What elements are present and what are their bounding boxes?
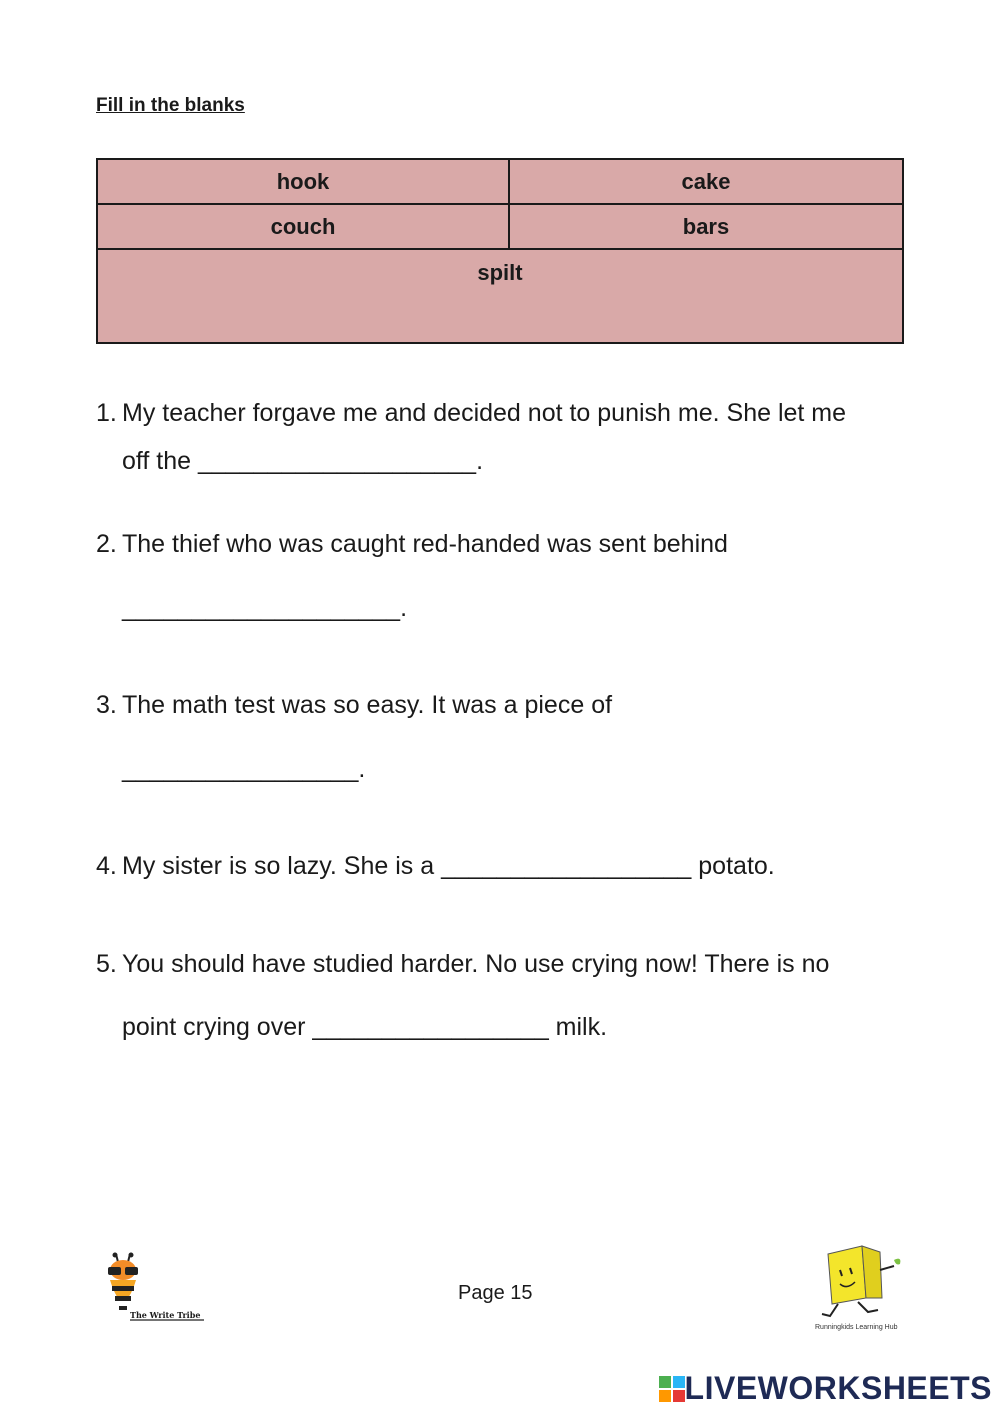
question-number: 5. (96, 950, 117, 978)
question-number: 1. (96, 399, 117, 427)
word-spilt: spilt (97, 249, 903, 343)
question-number: 4. (96, 852, 117, 880)
worksheet-heading: Fill in the blanks (96, 95, 245, 116)
question-text[interactable]: My sister is so lazy. She is a __________________ potato. (122, 852, 775, 880)
question-1 (96, 398, 916, 475)
question-2-answer-line[interactable]: ____________________. (122, 594, 408, 622)
left-logo-text: The Write Tribe (130, 1310, 201, 1320)
question-3 (96, 690, 916, 783)
question-text: The thief who was caught red-handed was sent behind (122, 530, 728, 558)
question-2 (96, 529, 916, 622)
word-hook: hook (97, 159, 509, 204)
question-number: 3. (96, 691, 117, 719)
question-text: My teacher forgave me and decided not to punish me. She let me (122, 399, 847, 427)
liveworksheets-logo-icon (659, 1376, 685, 1402)
running-book-icon (810, 1240, 905, 1325)
question-5-answer-line[interactable]: point crying over _________________ milk. (122, 1013, 608, 1041)
word-bank-table (96, 158, 904, 344)
runningkids-logo (810, 1240, 905, 1330)
question-5 (96, 949, 916, 1041)
write-tribe-logo (100, 1252, 210, 1332)
word-couch: couch (97, 204, 509, 249)
question-text: You should have studied harder. No use crying now! There is no (122, 950, 830, 978)
question-3-answer-line[interactable]: _________________. (122, 755, 366, 783)
page-number: Page 15 (458, 1282, 533, 1304)
watermark-text: LIVEWORKSHEETS (684, 1370, 992, 1406)
right-logo-text: Runningkids Learning Hub (815, 1324, 898, 1331)
question-number: 2. (96, 530, 117, 558)
question-1-answer-line[interactable]: off the ____________________. (122, 447, 484, 475)
question-4 (96, 851, 916, 881)
question-text: The math test was so easy. It was a piece of (122, 691, 613, 719)
liveworksheets-watermark[interactable] (659, 1370, 992, 1407)
word-cake: cake (509, 159, 903, 204)
word-bars: bars (509, 204, 903, 249)
